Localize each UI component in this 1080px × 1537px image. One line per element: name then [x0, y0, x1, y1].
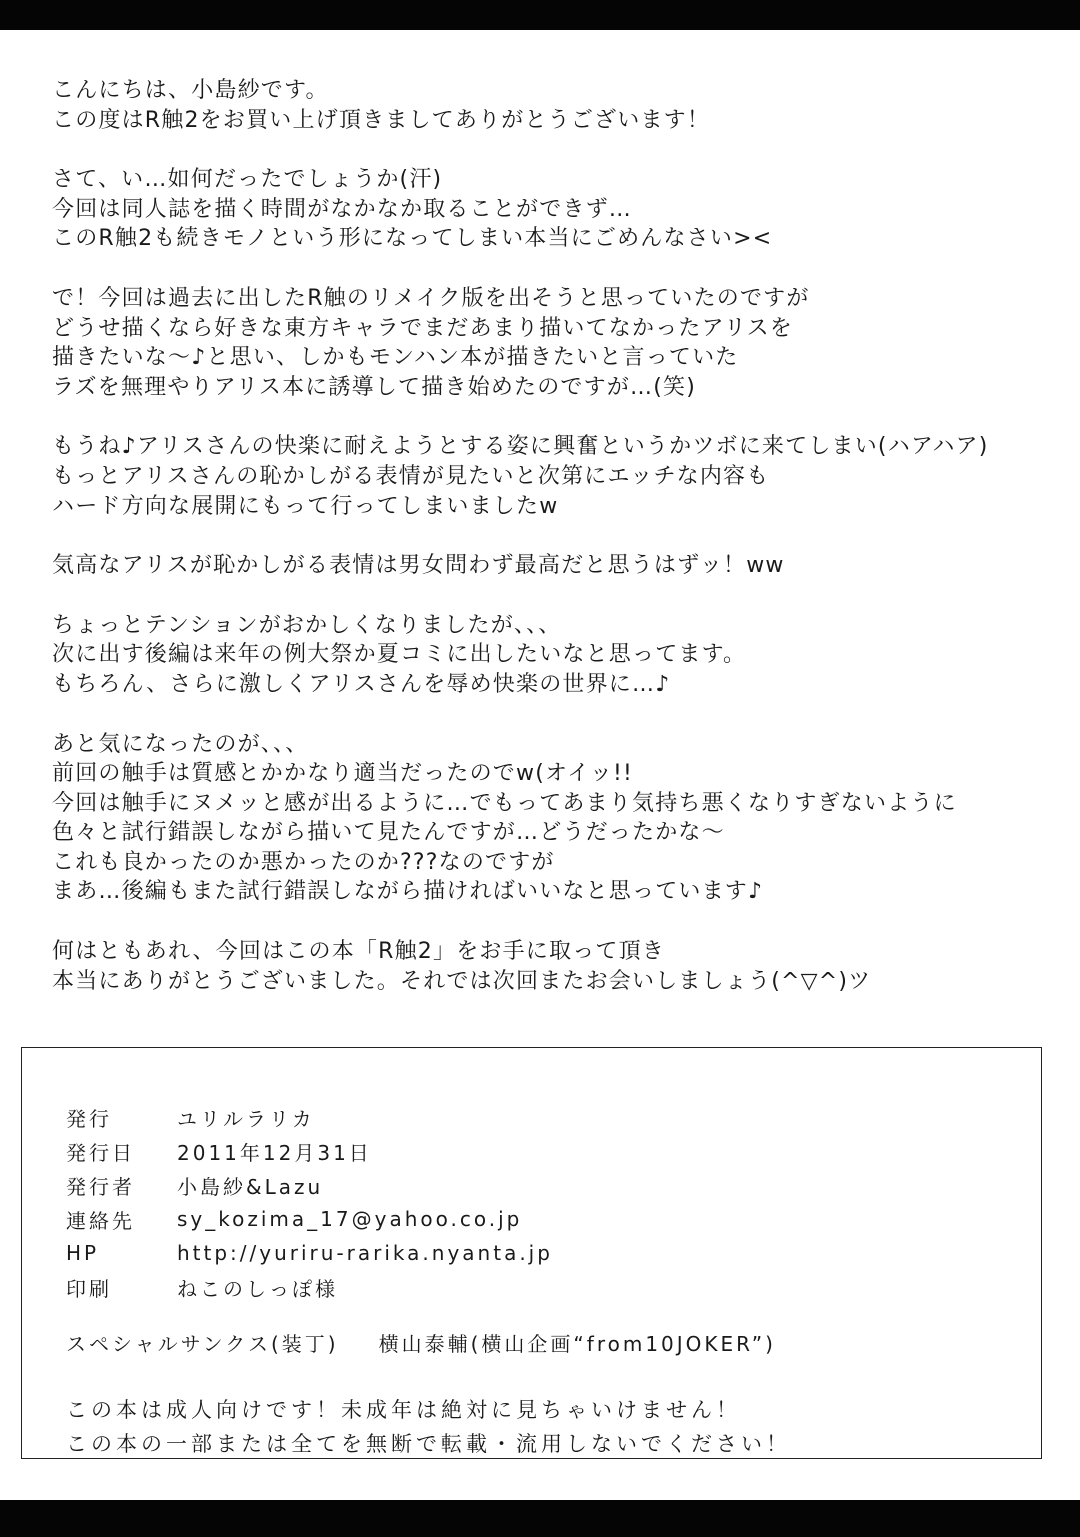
text-line: 描きたいな～♪と思い、しかもモンハン本が描きたいと言っていた — [52, 345, 739, 371]
text-line: 次に出す後編は来年の例大祭か夏コミに出したいなと思ってます。 — [52, 642, 747, 668]
text-line: ラズを無理やりアリス本に誘導して描き始めたのですが…(笑) — [52, 374, 696, 400]
info-label: HP — [66, 1241, 100, 1265]
afterword-letter — [52, 76, 1052, 996]
text-line: で！今回は過去に出したR触のリメイク版を出そうと思っていたのですが — [52, 285, 810, 311]
text-line: 前回の触手は質感とかかなり適当だったのでw(オイッ!! — [52, 761, 634, 787]
info-label: 印刷 — [66, 1276, 112, 1301]
special-thanks — [66, 1328, 776, 1357]
info-row-homepage — [66, 1236, 553, 1270]
colophon-box — [21, 1047, 1042, 1459]
contact-email: sy_kozima_17@yahoo.co.jp — [177, 1207, 523, 1231]
text-line: 何はともあれ、今回はこの本「R触2」をお手に取って頂き — [52, 939, 666, 965]
info-row-author — [66, 1168, 553, 1202]
info-value: 2011年12月31日 — [177, 1140, 372, 1165]
text-line: このR触2も続きモノという形になってしまい本当にごめんなさい>< — [52, 226, 773, 252]
paragraph-next-volume — [52, 611, 1052, 700]
special-thanks-label: スペシャルサンクス(装丁) — [66, 1332, 339, 1356]
text-line: あと気になったのが、、、 — [52, 731, 309, 757]
text-line: さて、い…如何だったでしょうか(汗) — [52, 167, 443, 193]
text-line: これも良かったのか悪かったのか???なのですが — [52, 849, 555, 875]
text-line: どうせ描くなら好きな東方キャラでまだあまり描いてなかったアリスを — [52, 315, 794, 341]
text-line: 今回は触手にヌメッと感が出るように…でもってあまり気持ち悪くなりすぎないように — [52, 790, 957, 816]
text-line: この度はR触2をお買い上げ頂きましてありがとうございます！ — [52, 107, 711, 133]
info-row-contact — [66, 1202, 553, 1236]
text-line: もっとアリスさんの恥かしがる表情が見たいと次第にエッチな内容も — [52, 463, 770, 489]
info-row-printer — [66, 1270, 553, 1304]
paragraph-remake — [52, 284, 1052, 402]
info-label: 発行者 — [66, 1174, 135, 1199]
paragraph-apology — [52, 165, 1052, 254]
warnings — [66, 1393, 791, 1461]
paragraph-tentacles — [52, 730, 1052, 908]
text-line: 本当にありがとうございました。それでは次回またお会いしましょう(^▽^)ツ — [52, 968, 872, 994]
info-value: 小島紗&Lazu — [177, 1174, 324, 1199]
homepage-url: http://yuriru-rarika.nyanta.jp — [177, 1241, 553, 1265]
text-line: 色々と試行錯誤しながら描いて見たんですが…どうだったかな～ — [52, 820, 725, 846]
adult-warning: この本は成人向けです！未成年は絶対に見ちゃいけません！ — [66, 1398, 741, 1422]
text-line: もうね♪アリスさんの快楽に耐えようとする姿に興奮というかツボに来てしまい(ハアハア) — [52, 434, 989, 460]
bottom-border-bar — [0, 1500, 1080, 1537]
text-line: こんにちは、小島紗です。 — [52, 78, 329, 103]
top-border-bar — [0, 0, 1080, 30]
paragraph-closing — [52, 937, 1052, 996]
text-line: 今回は同人誌を描く時間がなかなか取ることができず… — [52, 196, 633, 222]
info-value: ねこのしっぽ様 — [177, 1276, 338, 1301]
paragraph-greeting — [52, 76, 1052, 135]
paragraph-excitement — [52, 432, 1052, 521]
text-line: 気高なアリスが恥かしがる表情は男女問わず最高だと思うはずッ！ww — [52, 553, 785, 579]
info-label: 発行 — [66, 1106, 112, 1131]
text-line: ハード方向な展開にもって行ってしまいましたw — [52, 493, 559, 519]
info-row-publisher — [66, 1100, 553, 1134]
text-line: もちろん、さらに激しくアリスさんを辱め快楽の世界に…♪ — [52, 671, 671, 697]
copyright-warning: この本の一部または全てを無断で転載・流用しないでください！ — [66, 1432, 791, 1456]
text-line: まあ…後編もまた試行錯誤しながら描ければいいなと思っています♪ — [52, 879, 764, 905]
paragraph-noble — [52, 551, 1052, 581]
info-row-date — [66, 1134, 553, 1168]
info-value: ユリルラリカ — [177, 1106, 315, 1131]
info-label: 連絡先 — [66, 1208, 135, 1233]
publication-info — [66, 1100, 553, 1304]
text-line: ちょっとテンションがおかしくなりましたが、、、 — [52, 612, 562, 638]
special-thanks-value: 横山泰輔(横山企画“from10JOKER”) — [378, 1332, 776, 1356]
info-label: 発行日 — [66, 1140, 135, 1165]
